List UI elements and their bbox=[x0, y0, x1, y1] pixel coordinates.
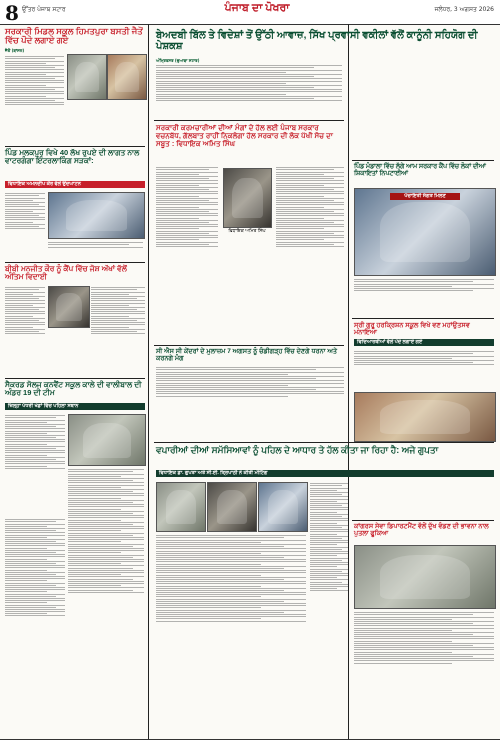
column-divider-left bbox=[148, 24, 149, 740]
middle-separator-2 bbox=[154, 345, 344, 346]
bottom-story-body-2 bbox=[156, 534, 306, 732]
right-story2-subheading: ਵਿਦਿਆਰਥੀਆਂ ਵੱਲੋਂ ਪੌਦੇ ਲਗਾਏ ਗਏ bbox=[354, 339, 494, 346]
left-story3-body bbox=[5, 286, 45, 374]
right-story1-body bbox=[354, 278, 494, 314]
top-story-headline: ਬੇਅਦਬੀ ਬਿੱਲ ਤੇ ਵਿਦੇਸ਼ਾਂ ਤੋਂ ਉੱਠੀ ਆਵਾਜ਼, ਸਿੱਖ ਪ੍ਰਵਾਸੀ ਵਕੀਲਾਂ ਵੱਲੋਂ ਕਾਨੂੰਨੀ ਸਹਿਯੋਗ ਦੀ ਪੇਸ਼ਕਸ਼ bbox=[156, 30, 478, 52]
left-story1-headline: ਸਰਕਾਰੀ ਮਿਡਲ ਸਕੂਲ ਹਿਮਤਪੁਰਾ ਬਸਤੀ ਜੈਤੋਂ ਵਿੱਚ ਪੌਦੇ ਲਗਾਏ ਗਏ bbox=[5, 26, 143, 46]
left-story4-body bbox=[5, 414, 65, 514]
left-story1-dateline: ਜੈਤੋਂ (ਬਾਂਸਲ) bbox=[5, 48, 25, 53]
bottom-story-subheading: ਵਿਧਾਇਕ ਡਾ. ਗੁਪਤਾ ਅਤੇ ਸੀ.ਈ. ਤ੍ਰਿਪਾਠੀ ਨੇ ਕੀਤੀ ਮੀਟਿੰਗ bbox=[156, 470, 494, 477]
left-story1-photo-2 bbox=[107, 54, 147, 100]
right-story1-headline: ਪਿੰਡ ਮੰਡਾਲਾ ਵਿੱਚ ਲੱਗੇ ਆਮ ਸਰਕਾਰ ਕੈਂਪ ਵਿੱਚ ਲੋਕਾਂ ਦੀਆਂ ਸ਼ਿਕਾਇਤਾਂ ਨਿਪਟਾਈਆਂ bbox=[354, 163, 486, 177]
edition-date: ਜਲੰਧਰ, 3 ਅਗਸਤ 2026 bbox=[434, 6, 494, 13]
right-story2-photo bbox=[354, 392, 496, 442]
left-separator-3 bbox=[5, 378, 145, 379]
left-story2-body-2 bbox=[48, 241, 143, 259]
page-number: 8 bbox=[5, 1, 19, 25]
bottom-story-headline: ਵਪਾਰੀਆਂ ਦੀਆਂ ਸਮੱਸਿਆਵਾਂ ਨੂੰ ਪਹਿਲ ਦੇ ਆਧਾਰ ਤੇ ਹੱਲ ਕੀਤਾ ਜਾ ਰਿਹਾ ਹੈ: ਅਜੇ ਗੁਪਤਾ bbox=[156, 445, 439, 455]
left-separator-2 bbox=[5, 262, 145, 263]
right-story3-photo bbox=[354, 545, 496, 609]
left-story3-headline: ਬੀਬੀ ਮਨਜੀਤ ਕੌਰ ਨੂੰ ਕੈਂਪ ਵਿੱਚ ਜੋਸ਼ ਅੱਖਾਂ ਵੱਲੋਂ ਅੰਤਿਮ ਵਿਦਾਈ bbox=[5, 264, 127, 282]
right-story3-headline: ਕਾਂਗਰਸ ਸੇਵਾ ਡਿਪਾਰਟਮੈਂਟ ਵੱਲੋਂ ਦੁੱਖ ਵੰਡਣ ਦੀ ਭਾਵਨਾ ਨਾਲ ਪੁਤਲਾ ਫੂਕਿਆ bbox=[354, 523, 489, 538]
bottom-story-photo-3 bbox=[258, 482, 308, 532]
top-story-body bbox=[156, 64, 342, 118]
right-story2-headline: ਸ੍ਰੀ ਗੁਰੂ ਹਰਕ੍ਰਿਸ਼ਨ ਸਕੂਲ ਵਿਖੇ ਵਣ ਮਹਾਂਉਤਸਵ ਮਨਾਇਆ bbox=[354, 322, 470, 337]
top-story-dateline: ਅੰਮ੍ਰਿਤਸਰ (ਦੁਆਬਾ ਸਟਾਰ) bbox=[156, 58, 200, 63]
middle-secondary-body bbox=[156, 366, 344, 434]
masthead-title: ਪੰਜਾਬ ਦਾ ਪੋਖਰਾ bbox=[224, 2, 290, 14]
left-story2-headline: ਪਿੰਡ ਮਲਕਪੁਰ ਵਿਖੇ 40 ਲੱਖ ਰੁਪਏ ਦੀ ਲਾਗਤ ਨਾਲ ਵਾਟਰਗੰਗਾ ਇੰਟਰਲਾਕਿੰਗ ਸੜਕਾਂ: bbox=[5, 148, 140, 166]
left-story2-subheading: ਵਿਧਾਇਕ ਅਮਨਦੀਪ ਕੌਰ ਵੱਲੋਂ ਉਦਘਾਟਨ bbox=[5, 181, 145, 188]
right-separator-0 bbox=[352, 160, 494, 161]
right-story1-photo-banner: ਪੰਚਾਇਤੀ ਸੰਗਤ ਮਿਲਣ bbox=[390, 193, 460, 200]
middle-story-body-2 bbox=[276, 166, 344, 342]
left-separator-1 bbox=[5, 146, 145, 147]
middle-story-caption: ਵਿਧਾਇਕ ਅਮਿਤ ਸਿੰਘ bbox=[228, 229, 266, 234]
left-story3-body-2 bbox=[91, 286, 145, 374]
middle-story-body bbox=[156, 166, 218, 342]
right-story3-body bbox=[354, 611, 494, 732]
left-story1-body bbox=[5, 55, 64, 143]
right-story1-photo bbox=[354, 188, 496, 276]
left-story4-headline: ਸੈਕਰਡ ਸੋਲਜ ਕਨਵੈਂਟ ਸਕੂਲ ਕਾਲੇ ਦੀ ਵਾਲੀਬਾਲ ਦੀ ਅੰਡਰ 19 ਦੀ ਟੀਮ bbox=[5, 380, 142, 398]
left-story4-body-3 bbox=[5, 518, 65, 732]
left-story4-body-2 bbox=[68, 468, 144, 732]
publication-name: ਉੱਤਰ ਪੰਜਾਬ ਸਟਾਰ bbox=[22, 6, 66, 13]
left-story3-photo bbox=[48, 286, 90, 328]
column-divider-right bbox=[348, 24, 349, 740]
bottom-separator bbox=[154, 442, 494, 443]
right-separator-2 bbox=[352, 520, 494, 521]
middle-separator-1 bbox=[154, 120, 344, 121]
page-header bbox=[0, 0, 500, 25]
bottom-story-body bbox=[310, 482, 348, 732]
left-story4-subheading: ਜ਼ਿਲ੍ਹਾ ਪੱਧਰੀ ਖੇਡਾਂ ਵਿੱਚ ਪਹਿਲਾ ਸਥਾਨ bbox=[5, 403, 145, 410]
left-story2-body bbox=[5, 192, 45, 258]
bottom-story-photo-1 bbox=[156, 482, 206, 532]
middle-story-photo bbox=[223, 168, 272, 228]
page-footer bbox=[0, 739, 500, 750]
left-story2-photo bbox=[48, 192, 145, 239]
middle-story-headline: ਸਰਕਾਰੀ ਕਰਮਚਾਰੀਆਂ ਦੀਆਂ ਮੰਗਾਂ ਦੇ ਹੱਲ ਲਈ ਪੰਜਾਬ ਸਰਕਾਰ ਵਚਨਬੱਧ, ਗੱਲਬਾਤ ਰਾਹੀਂ ਨਿਕਲੇਗਾ ਹੱਲ ਸਰਕਾਰ ਦੀ ਲੋਕ ਪੱਖੀ ਸੋਚ ਦਾ ਸਬੂਤ : ਵਿਧਾਇਕ ਅਮਿਤ ਸਿੰਘ bbox=[156, 123, 333, 148]
bottom-story-photo-2 bbox=[207, 482, 257, 532]
left-story1-photo bbox=[67, 54, 107, 100]
left-story4-photo bbox=[68, 414, 146, 466]
middle-secondary-headline: ਸੀ ਐਸ ਸੀ ਕੇਂਦਰਾਂ ਦੇ ਮੁਲਾਜ਼ਮ 7 ਅਗਸਤ ਨੂੰ ਚੰਡੀਗੜ੍ਹ ਵਿੱਚ ਦੇਣਗੇ ਧਰਨਾ ਅਤੇ ਕਰਨਗੇ ਮੰਗ bbox=[156, 348, 338, 363]
right-story2-body bbox=[354, 350, 494, 390]
right-separator-1 bbox=[352, 318, 494, 319]
